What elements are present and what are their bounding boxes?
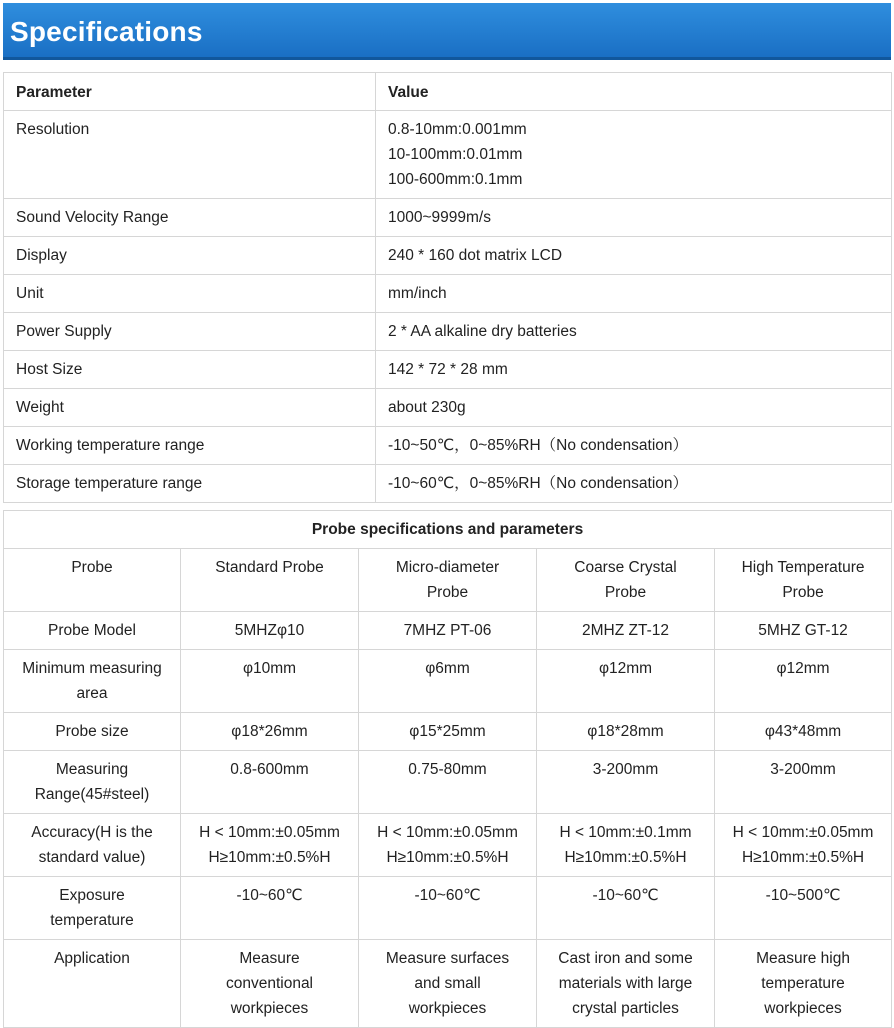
cell-line: H < 10mm:±0.05mm	[377, 824, 518, 841]
cell-line: -10~60℃	[592, 887, 659, 904]
cell-line: 5MHZφ10	[234, 622, 305, 639]
probe-type-header	[537, 549, 715, 612]
spec-value-line: -10~60℃，0~85%RH（No condensation）	[388, 475, 689, 492]
cell-line: standard value)	[38, 849, 146, 866]
probe-value	[359, 814, 537, 877]
spec-row	[4, 427, 892, 465]
cell-line: 5MHZ GT-12	[758, 622, 848, 639]
spec-value	[376, 111, 892, 199]
spec-value-line: -10~50℃，0~85%RH（No condensation）	[388, 437, 689, 454]
spec-parameter: Host Size	[4, 351, 376, 389]
spec-value-line: 0.8-10mm:0.001mm	[388, 121, 527, 138]
spec-row	[4, 237, 892, 275]
cell-line: High Temperature	[741, 559, 865, 576]
cell-line: -10~500℃	[765, 887, 841, 904]
spec-value-line: mm/inch	[388, 285, 447, 302]
cell-line: φ43*48mm	[764, 723, 842, 740]
probe-specifications-table	[3, 510, 892, 1028]
spec-parameter: Unit	[4, 275, 376, 313]
specifications-table	[3, 72, 892, 503]
probe-row	[4, 650, 892, 713]
cell-line: H < 10mm:±0.1mm	[559, 824, 692, 841]
cell-line: Probe Model	[48, 622, 136, 639]
spec-row	[4, 351, 892, 389]
spec-value	[376, 427, 892, 465]
section-title: Specifications	[10, 16, 203, 47]
cell-line: workpieces	[764, 1000, 842, 1017]
probe-parameter	[4, 940, 181, 1028]
spec-row	[4, 199, 892, 237]
spec-value-line: 10-100mm:0.01mm	[388, 146, 523, 163]
probe-parameter	[4, 751, 181, 814]
probe-row	[4, 814, 892, 877]
probe-parameter	[4, 877, 181, 940]
probe-value	[537, 940, 715, 1028]
probe-value	[537, 612, 715, 650]
spec-parameter: Display	[4, 237, 376, 275]
probe-parameter	[4, 713, 181, 751]
probe-parameter	[4, 814, 181, 877]
probe-label-header	[4, 549, 181, 612]
cell-line: H≥10mm:±0.5%H	[208, 849, 331, 866]
cell-line: temperature	[761, 975, 845, 992]
probe-value	[359, 713, 537, 751]
cell-line: φ18*28mm	[587, 723, 664, 740]
cell-line: φ6mm	[425, 660, 470, 677]
cell-line: Measure	[239, 950, 300, 967]
cell-line: and small	[414, 975, 481, 992]
probe-row	[4, 751, 892, 814]
cell-line: -10~60℃	[414, 887, 481, 904]
probe-title-row	[4, 511, 892, 549]
spec-value	[376, 313, 892, 351]
probe-value	[715, 814, 892, 877]
spec-parameter: Power Supply	[4, 313, 376, 351]
spec-value-line: 240 * 160 dot matrix LCD	[388, 247, 563, 264]
cell-line: φ18*26mm	[231, 723, 308, 740]
cell-line: H≥10mm:±0.5%H	[564, 849, 687, 866]
probe-value	[537, 713, 715, 751]
spec-row	[4, 111, 892, 199]
spec-parameter: Working temperature range	[4, 427, 376, 465]
cell-line: H < 10mm:±0.05mm	[732, 824, 874, 841]
cell-line: Standard Probe	[215, 559, 324, 576]
cell-line: 0.8-600mm	[230, 761, 309, 778]
spec-row	[4, 465, 892, 503]
spec-value	[376, 465, 892, 503]
spec-parameter: Resolution	[4, 111, 376, 199]
spec-parameter: Sound Velocity Range	[4, 199, 376, 237]
probe-value	[359, 877, 537, 940]
spec-parameter: Storage temperature range	[4, 465, 376, 503]
probe-value	[715, 877, 892, 940]
cell-line: workpieces	[230, 1000, 309, 1017]
probe-type-header	[181, 549, 359, 612]
cell-line: Measure high	[756, 950, 850, 967]
spec-value-line: about 230g	[388, 399, 466, 416]
probe-value	[715, 612, 892, 650]
probe-value	[715, 713, 892, 751]
spec-row	[4, 275, 892, 313]
cell-line: Range(45#steel)	[34, 786, 150, 803]
cell-line: 3-200mm	[592, 761, 659, 778]
cell-line: Probe	[782, 584, 824, 601]
cell-line: Probe	[426, 584, 469, 601]
cell-line: Measure surfaces	[385, 950, 510, 967]
spec-value	[376, 199, 892, 237]
probe-table-title: Probe specifications and parameters	[4, 511, 892, 549]
cell-line: Probe size	[55, 723, 129, 740]
spec-value-line: 100-600mm:0.1mm	[388, 171, 523, 188]
probe-value	[359, 612, 537, 650]
probe-type-header	[359, 549, 537, 612]
cell-line: Exposure	[59, 887, 125, 904]
cell-line: φ12mm	[598, 660, 653, 677]
probe-row	[4, 713, 892, 751]
cell-line: H≥10mm:±0.5%H	[741, 849, 865, 866]
probe-parameter	[4, 612, 181, 650]
probe-value	[181, 814, 359, 877]
spec-value	[376, 351, 892, 389]
cell-line: Minimum measuring	[22, 660, 162, 677]
probe-value	[537, 814, 715, 877]
probe-value	[181, 940, 359, 1028]
probe-value	[181, 650, 359, 713]
cell-line: φ15*25mm	[409, 723, 486, 740]
cell-line: Coarse Crystal	[574, 559, 677, 576]
cell-line: conventional	[225, 975, 314, 992]
cell-line: 0.75-80mm	[408, 761, 487, 778]
cell-line: Probe	[71, 559, 113, 576]
probe-value	[537, 650, 715, 713]
cell-line: H < 10mm:±0.05mm	[199, 824, 340, 841]
cell-line: φ12mm	[776, 660, 830, 677]
probe-value	[181, 877, 359, 940]
cell-line: temperature	[50, 912, 134, 929]
probe-row	[4, 940, 892, 1028]
probe-row	[4, 612, 892, 650]
probe-value	[715, 751, 892, 814]
cell-line: Accuracy(H is the	[31, 824, 153, 841]
spec-parameter: Weight	[4, 389, 376, 427]
spec-value-line: 2 * AA alkaline dry batteries	[388, 323, 577, 340]
probe-value	[715, 940, 892, 1028]
probe-value	[181, 751, 359, 814]
probe-value	[181, 713, 359, 751]
cell-line: -10~60℃	[236, 887, 303, 904]
cell-line: materials with large	[558, 975, 693, 992]
spec-value-line: 1000~9999m/s	[388, 209, 491, 226]
cell-line: H≥10mm:±0.5%H	[386, 849, 509, 866]
probe-value	[537, 877, 715, 940]
cell-line: Cast iron and some	[558, 950, 693, 967]
probe-row	[4, 877, 892, 940]
value-column-header: Value	[376, 73, 892, 111]
probe-header-row	[4, 549, 892, 612]
spec-value-line: 142 * 72 * 28 mm	[388, 361, 508, 378]
section-header	[3, 3, 891, 60]
cell-line: workpieces	[408, 1000, 487, 1017]
cell-line: 7MHZ PT-06	[403, 622, 492, 639]
cell-line: Application	[54, 950, 130, 967]
probe-value	[181, 612, 359, 650]
spec-value	[376, 275, 892, 313]
spec-row	[4, 313, 892, 351]
probe-value	[537, 751, 715, 814]
probe-value	[715, 650, 892, 713]
spec-header-row	[4, 73, 892, 111]
cell-line: 3-200mm	[770, 761, 836, 778]
cell-line: Micro-diameter	[395, 559, 500, 576]
cell-line: Probe	[604, 584, 647, 601]
probe-value	[359, 940, 537, 1028]
parameter-column-header: Parameter	[4, 73, 376, 111]
cell-line: φ10mm	[242, 660, 297, 677]
probe-type-header	[715, 549, 892, 612]
probe-parameter	[4, 650, 181, 713]
probe-value	[359, 650, 537, 713]
cell-line: Measuring	[55, 761, 129, 778]
cell-line: crystal particles	[572, 1000, 679, 1017]
cell-line: area	[76, 685, 108, 702]
cell-line: 2MHZ ZT-12	[582, 622, 669, 639]
spec-value	[376, 237, 892, 275]
spec-row	[4, 389, 892, 427]
spec-value	[376, 389, 892, 427]
probe-value	[359, 751, 537, 814]
